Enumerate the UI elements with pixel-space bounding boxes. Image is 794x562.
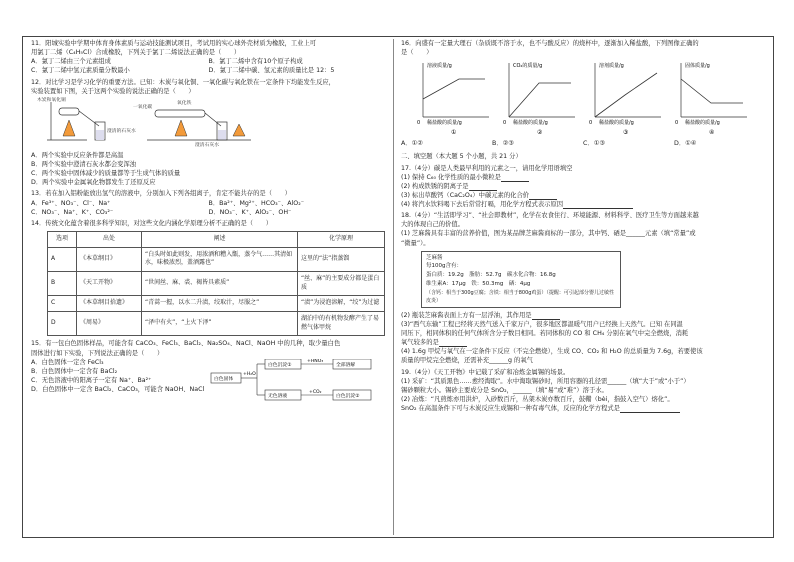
q15-options [31, 358, 206, 395]
q13-stem: 13．若在加入铝粉能放出氢气的溶液中，分别加入下列各组离子，肯定不能共存的是（ ） [31, 190, 291, 198]
graph-2-xlabel: 稀盐酸的质量/g [513, 120, 548, 127]
cell-option: A [48, 247, 77, 271]
q18-item-1: (1) 芝麻酱具有丰富的营养价值，图为某品牌芝麻酱商标的一部分，其中钙、硒是______元素（填“常量”或 [401, 230, 696, 238]
graph-1-xlabel: 稀盐酸的质量/g [427, 120, 462, 127]
answer-blank [501, 175, 529, 182]
question-12 [31, 78, 386, 188]
q12-apparatus-figure [37, 96, 267, 148]
fig-label-fe2o3: 氧化铁 [177, 100, 192, 106]
flow-white-solid: 白色固体 [214, 377, 234, 383]
cell-principle: “丝、麻”的主要成分都是蛋白质 [298, 271, 385, 295]
q17-item-4-text: (4) 将汽水饮料喝下去后常常打嗝，用化学方程式表示原因 [401, 201, 564, 208]
nutrition-line-1: 每100g含有： [426, 263, 462, 270]
table-row [48, 247, 385, 271]
graph-1-ylabel: 溶液质量/g [427, 63, 452, 70]
section-heading: 二、填空题（本大题 5 个小题，共 21 分） [401, 153, 522, 161]
q19-stem: 19.（4分）《天工开物》中记载了采矿和冶炼金属锡的场景。 [401, 368, 570, 376]
right-column [401, 37, 765, 413]
q12-option-b: B．两个实验中澄清石灰水都会变浑浊 [31, 161, 137, 168]
column-divider [393, 39, 394, 535]
q11-option-a: A．氯丁二烯由三个元素组成 [31, 58, 111, 66]
q17-item-3 [401, 191, 765, 200]
fig-label-limewater-1: 澄清的石灰水 [107, 128, 136, 134]
question-17 [401, 164, 765, 210]
question-13 [31, 189, 386, 216]
cell-statement: “世间丝、麻、裘、褐皆具素质” [142, 271, 298, 295]
table-header-row [48, 231, 385, 247]
flow-add-hno3: +HNO₃ [307, 359, 324, 365]
q13-options [31, 199, 386, 217]
q16-option-b: B．②③ [492, 140, 514, 148]
q11-option-b: B．氯丁二烯中含有10个原子构成 [208, 58, 303, 66]
nutrition-line-2: 蛋白质：19.2g 脂肪：52.7g 碳水化合物：16.8g [426, 272, 556, 279]
q16-option-a: A．①② [401, 140, 423, 148]
graph-2-ylabel: CO₂的质量/g [513, 63, 543, 70]
graph-4-origin: 0 [675, 120, 679, 127]
question-18 [401, 211, 765, 365]
q12-stem: 12．对比学习是学习化学的重要方法。已知：木炭与氧化铜、一氧化碳与氧化铁在一定条件下均能发生反应， [31, 78, 335, 86]
nutrition-label [421, 251, 621, 308]
q19-item-1-cont: 锡砂颗粒大小。锡砂主要成分是 SnO₂，______（填“易”或“难”）溶于水。 [401, 386, 608, 394]
graph-1 [413, 59, 493, 137]
graph-4-ylabel: 固体质量/g [685, 63, 710, 70]
nutrition-title: 芝麻酱 [426, 254, 443, 261]
header-option: 选项 [48, 231, 77, 247]
answer-blank [439, 340, 467, 347]
graph-2 [499, 59, 579, 137]
q18-item-3-cont: 同压下，相同体积的任何气体所含分子数目相同。若同体积的 CO 和 CH₄ 分别在氧气中完全燃烧，消耗 [401, 330, 689, 338]
cell-option: B [48, 271, 77, 295]
q11-options [31, 57, 386, 75]
q18-item-2 [401, 311, 765, 320]
q15-option-d: D．白色固体中一定含 BaCl₂、CaCO₃，可能含 NaOH、NaCl [31, 386, 205, 393]
question-19 [401, 368, 765, 414]
q18-item-4-cont: 质量的甲烷完全燃烧，还需补充______g 的氧气 [401, 357, 533, 365]
q15-option-c: C．无色溶液中的阳离子一定有 Na⁺、Ba²⁺ [31, 376, 152, 384]
nutrition-line-4: （含钙：相当于300g豆腐；含铁：相当于800g鸡蛋）（提醒：可引起部分婴儿过敏性皮炎） [426, 289, 614, 304]
exam-page [22, 36, 774, 538]
q17-item-2-text: (2) 构成铁锈的阴离子是 [401, 182, 469, 190]
flow-colorless-solution: 无色溶液 [268, 394, 288, 400]
graph-3-ylabel: 溶剂质量/g [599, 63, 624, 70]
answer-blank [532, 313, 560, 320]
table-row [48, 296, 385, 312]
q15-option-b: B．白色固体中一定含有 BaCl₂ [31, 367, 118, 375]
flow-precipitate-1: 白色沉淀① [268, 363, 292, 369]
graph-1-origin: 0 [417, 120, 421, 127]
header-source: 出处 [77, 231, 142, 247]
q13-option-a: A．Fe³⁺、NO₃⁻、Cl⁻、Na⁺ [31, 199, 111, 207]
q18-item-3-cont2 [401, 338, 765, 347]
graph-3-xlabel: 稀盐酸的质量/g [599, 120, 634, 127]
cell-source: 《周易》 [77, 312, 142, 336]
q13-option-b: B．Ba²⁺、Mg²⁺、HCO₃⁻、AlO₂⁻ [208, 199, 305, 207]
cell-principle: 这里的“法”指蒸馏 [298, 247, 385, 271]
left-column [31, 37, 386, 400]
answer-blank [563, 202, 633, 209]
q19-item-2: (2) 冶炼：“凡煎炼亦用洪炉，入砂数百斤，丛架木炭亦数百斤，鼓鞴（bèi，指鼓入空气）熔化”。 [401, 395, 674, 403]
answer-blank [620, 406, 680, 413]
fig-label-co: 一氧化碳 [133, 104, 153, 110]
q18-item-4: (4) 1.6g 甲烷与氧气在一定条件下反应（不完全燃烧），生成 CO、CO₂ 和 H₂O 的总质量为 7.6g，若要使该 [401, 348, 703, 356]
answer-blank [529, 193, 557, 200]
q16-options [401, 139, 765, 148]
q18-item-1-cont: “微量”）。 [401, 239, 430, 247]
cell-source: 《本草纲目》 [77, 247, 142, 271]
flow-add-water: +H₂O [243, 372, 256, 378]
q18-item-3-text: 氧气较多的是 [401, 339, 439, 347]
q15-option-a: A．白色固体一定含 FeCl₃ [31, 358, 104, 366]
q15-stem-cont: 固体进行如下实验，下列说法正确的是（ ） [31, 349, 164, 357]
question-15 [31, 339, 386, 400]
flow-precipitate-2: 白色沉淀② [336, 394, 360, 400]
q11-option-d: D．氯丁二烯中碳、氢元素的质量比是 12：5 [208, 67, 335, 75]
cell-statement: “泽中有火”，“上火下泽” [142, 312, 298, 336]
graph-4-xlabel: 稀盐酸的质量/g [685, 120, 720, 127]
graph-2-origin: 0 [503, 120, 507, 127]
cell-source: 《本草纲目拾遗》 [77, 296, 142, 312]
q15-stem: 15．有一包白色固体样品，可能含有 CaCO₃、FeCl₃、BaCl₂、Na₂SO₄、NaCl、NaOH 中的几种，取少量白色 [31, 340, 341, 348]
q14-table [47, 231, 385, 337]
graph-4-number: ④ [709, 129, 715, 137]
cell-statement: “白头时如此则发，用浓酒和糟入甑，蒸令气……其清如水，味极浓烈，盖酒露也” [142, 247, 298, 271]
q19-item-2-text: SnO₂ 在高温条件下可与木炭反应生成锡和一种有毒气体，反应的化学方程式是 [401, 405, 620, 413]
answer-blank [469, 184, 497, 191]
q12-option-c: C．两个实验中固体减少的质量都等于生成气体的质量 [31, 170, 181, 178]
q12-stem-cont: 实验装置如下图，关于这两个实验的说法正确的是（ ） [31, 87, 195, 95]
fig-label-carbon-cuo: 木炭和氧化铜 [37, 97, 66, 103]
q14-stem: 14．传统文化蕴含着很多科学知识，对这些文化内涵化学原理分析不正确的是（ ） [31, 219, 272, 227]
q11-option-c: C．氯丁二烯中氢元素质量分数最小 [31, 67, 130, 75]
q18-stem-cont: 大的体现自己的价值。 [401, 221, 464, 229]
question-14 [31, 219, 386, 337]
flow-fully-dissolved: 全部溶解 [336, 363, 356, 369]
q16-option-c: C．①③ [583, 140, 605, 148]
header-principle: 化学原理 [298, 231, 385, 247]
cell-option: D [48, 312, 77, 336]
q13-option-c: C．NO₃⁻、Na⁺、K⁺、CO₃²⁻ [31, 208, 114, 216]
question-11 [31, 39, 386, 76]
q18-item-2-text: (2) 瓶装芝麻酱表面上方有一层浮油，其作用是 [401, 311, 532, 319]
q13-option-d: D．NO₃⁻、K⁺、AlO₂⁻、OH⁻ [208, 208, 292, 216]
q17-item-4 [401, 200, 765, 209]
q11-stem: 11．阳城实验中学期中体育身体素质与运动技能测试项目，考试用的实心球外壳材质为橡胶，工业上可 [31, 40, 317, 47]
q16-stem: 16．向盛有一定量大理石（杂质既不溶于水，也不与酸反应）的烧杯中，逐渐加入稀盐酸，下列图像正确的 [401, 40, 699, 47]
q15-flow-diagram [209, 359, 379, 411]
cell-option: C [48, 296, 77, 312]
q17-item-1-text: (1) 保持 C₆₀ 化学性质的最小微粒是 [401, 173, 501, 181]
header-statement: 阐述 [142, 231, 298, 247]
q17-item-3-text: (3) 标出草酸钙（CaC₂O₄）中碳元素的化合价 [401, 191, 530, 199]
fig-label-limewater-2: 澄清石灰水 [195, 142, 219, 148]
q16-graphs [413, 59, 765, 137]
q12-option-a: A．两个实验中反应条件都是高温 [31, 151, 124, 159]
graph-1-number: ① [451, 129, 457, 137]
cell-source: 《天工开物》 [77, 271, 142, 295]
graph-3-number: ③ [623, 129, 629, 137]
graph-4 [671, 59, 751, 137]
flow-add-co2: +CO₂ [309, 390, 322, 396]
q16-option-d: D．①④ [674, 140, 697, 148]
q17-item-2 [401, 182, 765, 191]
table-row [48, 312, 385, 336]
graph-3-origin: 0 [589, 120, 593, 127]
cell-principle: 湖泊中的有机物发酵产生了易燃气体甲烷 [298, 312, 385, 336]
question-16 [401, 39, 765, 148]
q18-item-3: (3)“西气东输”工程已经将天然气送入千家万户，很多地区都温暖气用户已经换上天然气。已知 在同温 [401, 320, 683, 328]
graph-2-number: ② [537, 129, 543, 137]
cell-principle: “渍”为浸泡溶解，“绞”为过滤 [298, 296, 385, 312]
cell-statement: “青蒿一握，以水二升渍，绞取汁，尽服之” [142, 296, 298, 312]
q18-stem: 18.（4分）“生活即学习”、“社会即教材”，化学在农食住行、环境能源、材料科学、医疗卫生等方面越来越 [401, 212, 699, 220]
q19-item-1: (1) 采矿：“其质黑色……愈经淘取”。水中淘取锡砂时，所用容器的孔径需______（填“大于”或“小于”） [401, 377, 690, 385]
graph-3 [585, 59, 665, 137]
q19-item-2-cont [401, 404, 765, 413]
q11-stem-cont: 用氯丁二烯（C₄H₅Cl）合成橡胶，下列关于氯丁二烯说法正确的是（ ） [31, 49, 241, 57]
nutrition-line-3: 维生素A：17μg 铁：50.3mg 硒：4μg [426, 281, 531, 288]
table-row [48, 271, 385, 295]
q12-option-d: D．两个实验中金属氧化物都发生了还原反应 [31, 179, 156, 187]
q16-stem-cont: 是（ ） [401, 49, 433, 57]
q17-stem: 17.（4分）碳是人类最早利用的元素之一，请用化学用语填空 [401, 164, 573, 172]
q17-item-1 [401, 173, 765, 182]
